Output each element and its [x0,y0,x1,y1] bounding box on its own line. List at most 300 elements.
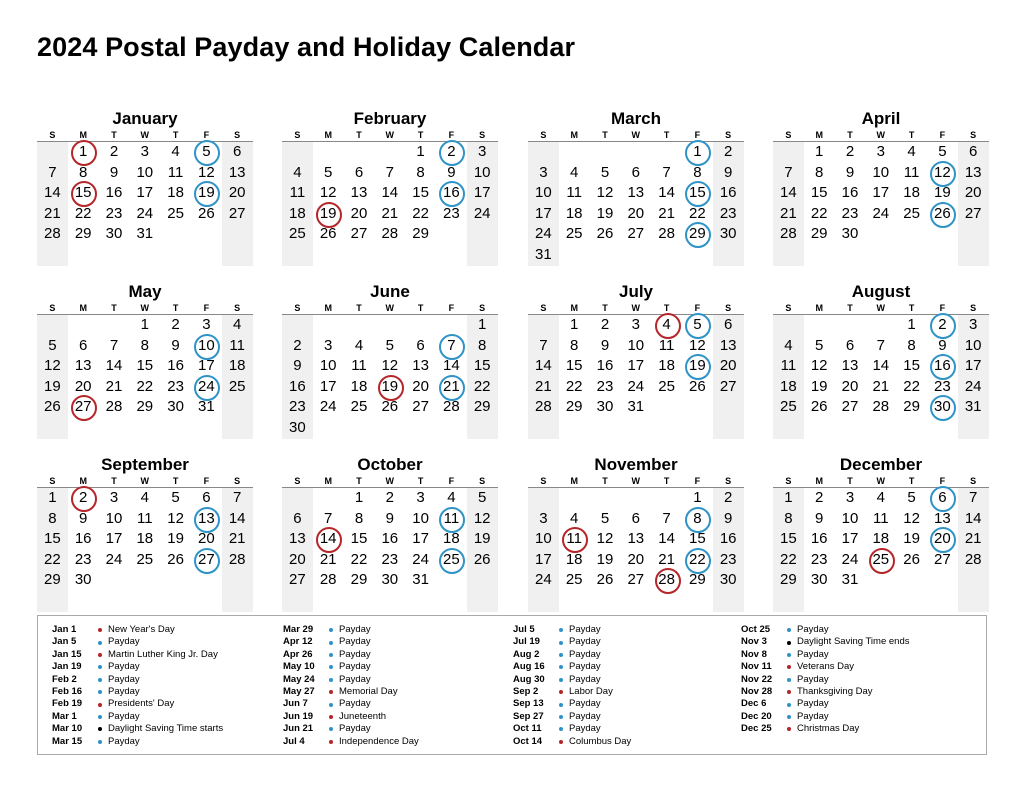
day-cell: 28 [535,398,552,415]
day-cell: 2 [927,315,958,336]
weekday-header: T [908,303,915,313]
day-cell: 28 [780,225,797,242]
day-cell: 3 [969,316,978,333]
day-cell: 17 [105,530,123,547]
weekday-header: T [111,130,117,140]
day-cell: 16 [810,530,828,547]
day-cell: 31 [535,245,552,263]
day-cell: 30 [596,398,614,415]
day-cell: 27 [191,550,222,571]
day-cell: 2 [385,489,394,506]
day-cell: 11 [289,184,306,201]
legend-label: Christmas Day [797,723,860,735]
legend-item [513,661,631,673]
holiday-dot-icon [329,715,333,719]
day-cell: 29 [350,571,368,588]
legend-date: Apr 12 [283,636,313,648]
day-cell: 5 [385,336,394,354]
day-grid [282,488,498,612]
day-cell: 17 [535,204,552,222]
day-cell: 11 [658,336,675,354]
day-cell: 18 [780,377,797,395]
weekday-header: F [448,303,455,313]
day-cell: 14 [443,357,460,374]
day-cell: 17 [627,357,645,374]
day-cell: 9 [447,163,456,181]
legend-label: Payday [339,636,371,648]
legend-item [741,698,909,710]
day-cell: 6 [416,336,425,354]
weekday-header: F [939,303,946,313]
day-cell: 2 [600,316,610,333]
weekday-header: S [725,476,732,486]
day-cell: 24 [535,571,552,588]
legend-label: Payday [797,673,829,685]
day-cell: 11 [780,357,797,374]
weekday-header: T [417,303,424,313]
weekday-header: S [234,130,241,140]
day-cell: 10 [412,509,429,527]
legend-item [513,723,631,735]
legend-date: May 27 [283,685,315,697]
weekday-header-row [773,476,989,488]
day-cell: 19 [682,356,713,377]
day-cell: 1 [682,142,713,163]
day-cell: 14 [105,357,123,374]
day-cell: 8 [570,336,579,354]
day-cell: 21 [436,377,467,398]
day-cell: 7 [109,336,119,354]
day-cell: 10 [841,509,859,527]
day-cell: 18 [903,184,920,201]
weekday-header: W [876,130,886,140]
day-grid [773,488,989,612]
day-cell: 21 [658,204,675,222]
payday-circle-marker [685,222,711,248]
day-cell: 19 [596,204,614,222]
day-cell: 9 [815,509,824,527]
payday-dot-icon [329,727,333,731]
day-cell: 8 [907,336,916,354]
legend-label: Veterans Day [797,661,855,673]
day-cell: 14 [658,184,675,201]
day-cell: 20 [627,550,645,568]
legend-item [513,698,631,710]
day-grid [282,315,498,439]
legend-item [513,649,631,661]
legend-label: Juneteenth [339,710,387,722]
day-cell: 25 [289,225,306,242]
legend-label: Columbus Day [569,735,632,747]
day-cell: 8 [354,509,364,527]
day-cell: 22 [44,550,61,568]
legend-date: May 24 [283,673,315,685]
weekday-header: M [570,476,578,486]
legend-item [283,698,419,710]
holiday-dot-icon [98,703,102,707]
day-cell: 14 [872,357,890,374]
day-cell: 27 [719,377,737,395]
day-cell: 30 [74,571,92,588]
legend-item [283,624,419,636]
day-cell: 21 [105,377,123,395]
day-cell: 11 [351,357,367,374]
legend-date: Dec 20 [741,710,772,722]
day-cell: 14 [535,357,552,374]
payday-dot-icon [98,740,102,744]
legend-label: Payday [569,673,601,685]
legend-label: Payday [797,624,829,635]
day-grid [773,315,989,439]
legend-column [283,624,419,748]
day-cell: 23 [105,204,123,222]
day-cell: 28 [319,571,337,588]
day-cell: 2 [845,143,855,160]
weekday-header: S [970,130,977,140]
legend-column [513,624,631,748]
day-cell: 19 [191,183,222,204]
day-cell: 19 [313,204,344,225]
payday-dot-icon [787,628,791,632]
weekday-header: M [79,476,87,486]
month-name: March [610,109,662,128]
weekday-header: M [324,476,332,486]
day-cell: 10 [105,509,123,527]
day-cell: 9 [845,163,855,181]
weekday-header: T [356,130,362,140]
day-cell: 8 [682,509,713,530]
day-grid [37,315,253,439]
weekday-header: T [356,303,362,313]
day-cell: 8 [416,163,425,181]
weekday-header: F [448,130,455,140]
weekday-header: S [49,476,56,486]
weekday-header: S [725,130,732,140]
day-cell: 26 [596,225,614,242]
day-cell: 20 [350,204,368,222]
day-cell: 15 [68,183,99,204]
day-cell: 20 [289,550,306,568]
weekday-header: S [785,303,792,313]
day-cell: 18 [565,550,583,568]
day-cell: 15 [350,530,368,547]
legend-item [52,686,223,698]
day-cell: 23 [841,204,859,222]
day-cell: 25 [565,571,583,588]
legend-date: Nov 8 [741,648,767,660]
day-cell: 30 [289,418,306,436]
day-cell: 13 [191,509,222,530]
day-cell: 19 [934,184,951,201]
weekday-header: S [970,303,977,313]
day-cell: 28 [105,398,123,415]
month-july [528,281,744,439]
legend-item [52,736,223,748]
weekday-header: T [847,303,853,313]
day-cell: 10 [964,336,982,354]
day-cell: 26 [810,398,828,415]
day-cell: 5 [48,336,57,354]
day-cell: 17 [872,184,890,201]
day-cell: 12 [903,509,920,527]
day-cell: 13 [934,509,951,527]
day-cell: 23 [810,550,828,568]
legend-item [52,649,223,661]
day-cell: 13 [350,184,368,201]
day-cell: 14 [780,184,797,201]
day-cell: 27 [627,225,645,242]
legend-column [52,624,223,748]
day-cell: 16 [436,183,467,204]
day-cell: 4 [354,336,364,354]
legend-label: Payday [108,685,140,697]
payday-dot-icon [787,703,791,707]
day-cell: 4 [570,509,579,527]
weekday-header: S [294,476,301,486]
payday-circle-marker [194,548,220,574]
legend-label: Payday [108,636,140,648]
day-cell: 5 [682,315,713,336]
day-cell: 15 [810,184,828,201]
day-cell: 17 [535,550,552,568]
month-october [282,454,498,612]
legend-label: Martin Luther King Jr. Day [108,648,218,660]
day-cell: 3 [416,489,425,506]
day-cell: 12 [596,184,614,201]
day-cell: 2 [724,489,733,506]
day-cell: 18 [350,377,368,395]
payday-dot-icon [787,653,791,657]
weekday-header: T [172,303,179,313]
legend-label: Payday [569,661,601,673]
day-cell: 24 [872,204,890,222]
day-cell: 10 [319,357,337,374]
legend-label: Payday [108,661,140,673]
legend-item [741,661,909,673]
day-cell: 22 [473,377,491,395]
payday-dot-icon [98,665,102,669]
payday-dot-icon [329,653,333,657]
day-cell: 12 [596,530,614,547]
weekday-header: M [324,303,332,313]
day-cell: 18 [136,530,154,547]
legend-date: Nov 28 [741,685,773,697]
legend-date: Mar 10 [52,723,83,735]
weekday-header: F [694,130,701,140]
month-name: August [851,282,911,301]
day-cell: 23 [167,377,184,395]
weekday-header: M [815,130,823,140]
day-cell: 17 [412,530,429,547]
day-cell: 27 [350,225,368,242]
legend-label: Payday [569,710,601,722]
day-cell: 1 [784,489,793,506]
legend-item [52,723,223,735]
day-cell: 24 [105,550,123,568]
day-cell: 26 [167,550,184,568]
day-cell: 29 [44,571,61,588]
day-cell: 27 [412,398,429,415]
day-cell: 6 [354,163,364,181]
day-cell: 17 [319,377,337,395]
day-cell: 3 [876,143,885,160]
day-cell: 23 [719,550,737,568]
day-cell: 1 [815,143,824,160]
payday-circle-marker [930,395,956,421]
weekday-header: T [602,130,608,140]
dst-dot-icon [787,641,791,645]
day-cell: 24 [964,377,982,395]
legend-item [513,711,631,723]
day-cell: 31 [964,398,982,415]
month-december [773,454,989,612]
legend-label: Payday [339,661,371,673]
day-cell: 29 [810,225,828,242]
day-cell: 23 [289,398,306,415]
day-cell: 22 [565,377,583,395]
legend-label: Payday [339,648,371,660]
weekday-header: T [172,130,179,140]
day-cell: 27 [228,204,246,222]
day-cell: 5 [815,336,824,354]
weekday-header: M [324,130,332,140]
legend-item [52,636,223,648]
day-cell: 6 [202,489,211,506]
day-cell: 30 [719,571,737,588]
day-cell: 3 [109,489,119,506]
legend-item [283,736,419,748]
day-cell: 28 [228,550,246,568]
day-cell: 31 [412,571,429,588]
day-cell: 13 [627,530,645,547]
day-cell: 23 [74,550,92,568]
day-cell: 29 [780,571,797,588]
day-cell: 22 [689,204,706,222]
day-cell: 1 [68,142,99,163]
legend-item [741,686,909,698]
legend-date: Apr 26 [283,648,313,660]
day-cell: 6 [79,336,88,354]
day-cell: 11 [873,509,889,527]
day-cell: 27 [841,398,859,415]
legend-item [741,649,909,661]
day-cell: 3 [539,163,548,181]
weekday-header: M [79,130,87,140]
holiday-circle-marker [655,568,681,594]
day-cell: 13 [412,357,429,374]
holiday-dot-icon [98,628,102,632]
day-cell: 29 [565,398,583,415]
legend-date: Jan 15 [52,648,82,660]
holiday-circle-marker [869,548,895,574]
day-cell: 28 [872,398,890,415]
day-cell: 7 [539,336,548,354]
weekday-header: T [111,303,117,313]
day-cell: 12 [198,163,215,181]
legend-label: New Year's Day [108,624,175,635]
day-cell: 10 [473,163,491,181]
legend-item [283,711,419,723]
day-cell: 18 [443,530,460,547]
day-cell: 29 [412,225,429,242]
month-february [282,108,498,266]
day-cell: 26 [903,550,920,568]
day-cell: 8 [693,163,702,181]
weekday-header: T [847,130,853,140]
day-cell: 11 [167,163,184,181]
month-name: April [861,109,901,128]
legend-date: Oct 14 [513,735,543,747]
day-cell: 1 [478,316,487,333]
day-cell: 24 [841,550,859,568]
legend-date: Nov 22 [741,673,773,685]
holiday-dot-icon [98,653,102,657]
month-name: January [112,109,178,128]
weekday-header: T [847,476,853,486]
day-cell: 26 [381,398,399,415]
day-cell: 28 [964,550,982,568]
day-cell: 6 [631,509,640,527]
weekday-header: W [631,303,641,313]
day-cell: 23 [934,377,951,395]
day-cell: 11 [436,509,467,530]
legend-date: Mar 1 [52,710,77,722]
weekday-header: T [663,130,670,140]
legend-label: Presidents' Day [108,698,175,710]
month-name: December [839,455,923,474]
weekday-header: S [234,303,241,313]
day-cell: 19 [596,550,614,568]
day-cell: 16 [381,530,399,547]
month-january [37,108,253,266]
legend-item [741,674,909,686]
legend-date: Mar 29 [283,624,314,635]
weekday-header: T [417,130,424,140]
legend-item [283,649,419,661]
day-cell: 17 [198,357,215,374]
day-cell: 12 [44,357,61,374]
day-cell: 3 [478,143,487,160]
weekday-header: S [49,303,56,313]
day-cell: 7 [784,163,793,181]
payday-dot-icon [98,690,102,694]
legend-label: Payday [339,723,371,735]
legend-item [513,674,631,686]
day-cell: 6 [969,143,978,160]
weekday-header: F [939,476,946,486]
day-cell: 18 [167,184,184,201]
payday-dot-icon [329,678,333,682]
legend-item [283,661,419,673]
month-june [282,281,498,439]
day-cell: 22 [903,377,920,395]
legend-date: Sep 2 [513,685,539,697]
payday-dot-icon [329,641,333,645]
page-title: 2024 Postal Payday and Holiday Calendar [37,32,576,62]
day-cell: 9 [724,509,733,527]
day-cell: 24 [535,225,552,242]
legend-item [513,636,631,648]
weekday-header: T [111,476,117,486]
legend-label: Payday [339,624,371,635]
day-cell: 2 [171,316,180,333]
day-cell: 21 [872,377,890,395]
weekday-header: T [602,476,608,486]
payday-dot-icon [559,703,563,707]
day-cell: 4 [570,163,579,181]
day-cell: 16 [74,530,92,547]
weekday-header: W [385,303,395,313]
